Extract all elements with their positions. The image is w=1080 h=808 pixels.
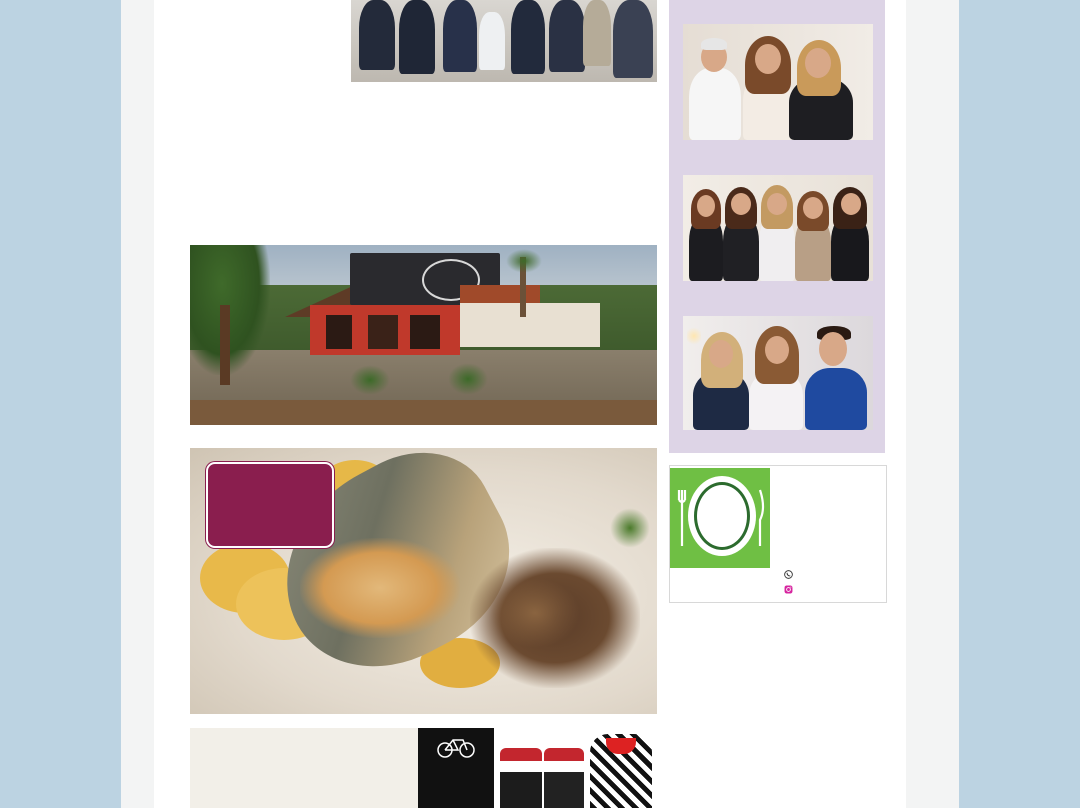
social-sidebar [669, 0, 885, 453]
team-photo-caption [351, 86, 657, 120]
bike-jerseys-photo [494, 728, 657, 808]
trout-dish-photo [190, 448, 657, 714]
bike-shop-header [190, 728, 418, 808]
article-column-3 [509, 132, 657, 236]
nutri-natural-ad [669, 465, 887, 603]
bike-shop-logo [418, 728, 494, 808]
article-column-2 [351, 132, 500, 236]
phone-icon [784, 570, 793, 579]
restaurant-photo [190, 245, 657, 425]
instagram-icon [784, 585, 793, 594]
article-column-1 [191, 0, 339, 235]
bicycle-icon [436, 736, 476, 758]
social-photo-3 [683, 316, 873, 430]
social-photo-1 [683, 24, 873, 140]
team-photo [351, 0, 657, 82]
nutri-logo-icon [670, 468, 770, 568]
chef-suggestion-badge [206, 462, 334, 548]
social-photo-2 [683, 175, 873, 281]
